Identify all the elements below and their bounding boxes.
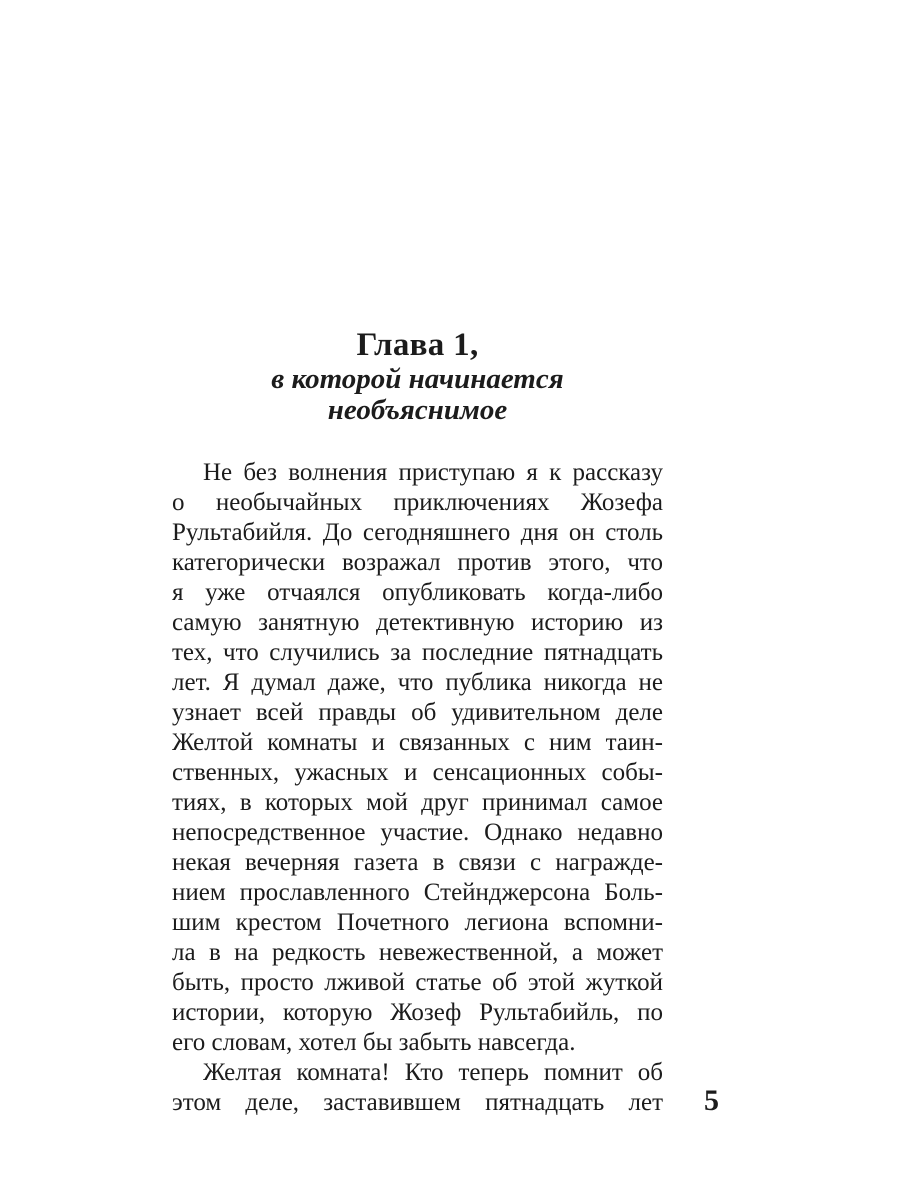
paragraph [172, 458, 663, 1058]
chapter-subtitle-line-1: в которой начинается [271, 363, 564, 395]
text-line: непосредственное участие. Однако недавно [172, 819, 663, 846]
body-text [172, 458, 663, 1118]
text-line: этом деле, заставившем пятнадцать лет [172, 1089, 663, 1116]
chapter-heading [172, 327, 663, 426]
text-line: некая вечерняя газета в связи с награжде- [172, 849, 663, 876]
text-line: самую занятную детективную историю из [172, 609, 663, 636]
text-line: шим крестом Почетного легиона вспомни- [172, 909, 663, 936]
text-line: Желтой комнаты и связанных с ним таин- [172, 729, 663, 756]
text-line: его словам, хотел бы забыть навсегда. [172, 1029, 576, 1056]
text-line: тех, что случились за последние пятнадцать [172, 639, 663, 666]
text-line: Желтая комната! Кто теперь помнит об [203, 1059, 663, 1086]
text-line: тиях, в которых мой друг принимал самое [172, 789, 663, 816]
chapter-subtitle-line-2: необъяснимое [327, 394, 508, 426]
paragraph [172, 1058, 663, 1118]
text-line: ла в на редкость невежественной, а может [172, 939, 663, 966]
text-line: нием прославленного Стейнджерсона Боль- [172, 879, 663, 906]
text-line: Рультабийля. До сегодняшнего дня он столь [172, 519, 663, 546]
text-line: лет. Я думал даже, что публика никогда не [172, 669, 663, 696]
chapter-title: Глава 1, [356, 327, 479, 363]
text-line: быть, просто лживой статье об этой жуткой [172, 969, 663, 996]
text-line: истории, которую Жозеф Рультабийль, по [172, 999, 663, 1026]
text-line: я уже отчаялся опубликовать когда-либо [172, 579, 663, 606]
text-line: категорически возражал против этого, что [172, 549, 663, 576]
text-line: Не без волнения приступаю я к рассказу [203, 459, 663, 486]
text-line: ственных, ужасных и сенсационных собы- [172, 759, 663, 786]
text-line: о необычайных приключениях Жозефа [172, 489, 663, 516]
page-number: 5 [704, 1084, 719, 1117]
text-line: узнает всей правды об удивительном деле [172, 699, 663, 726]
